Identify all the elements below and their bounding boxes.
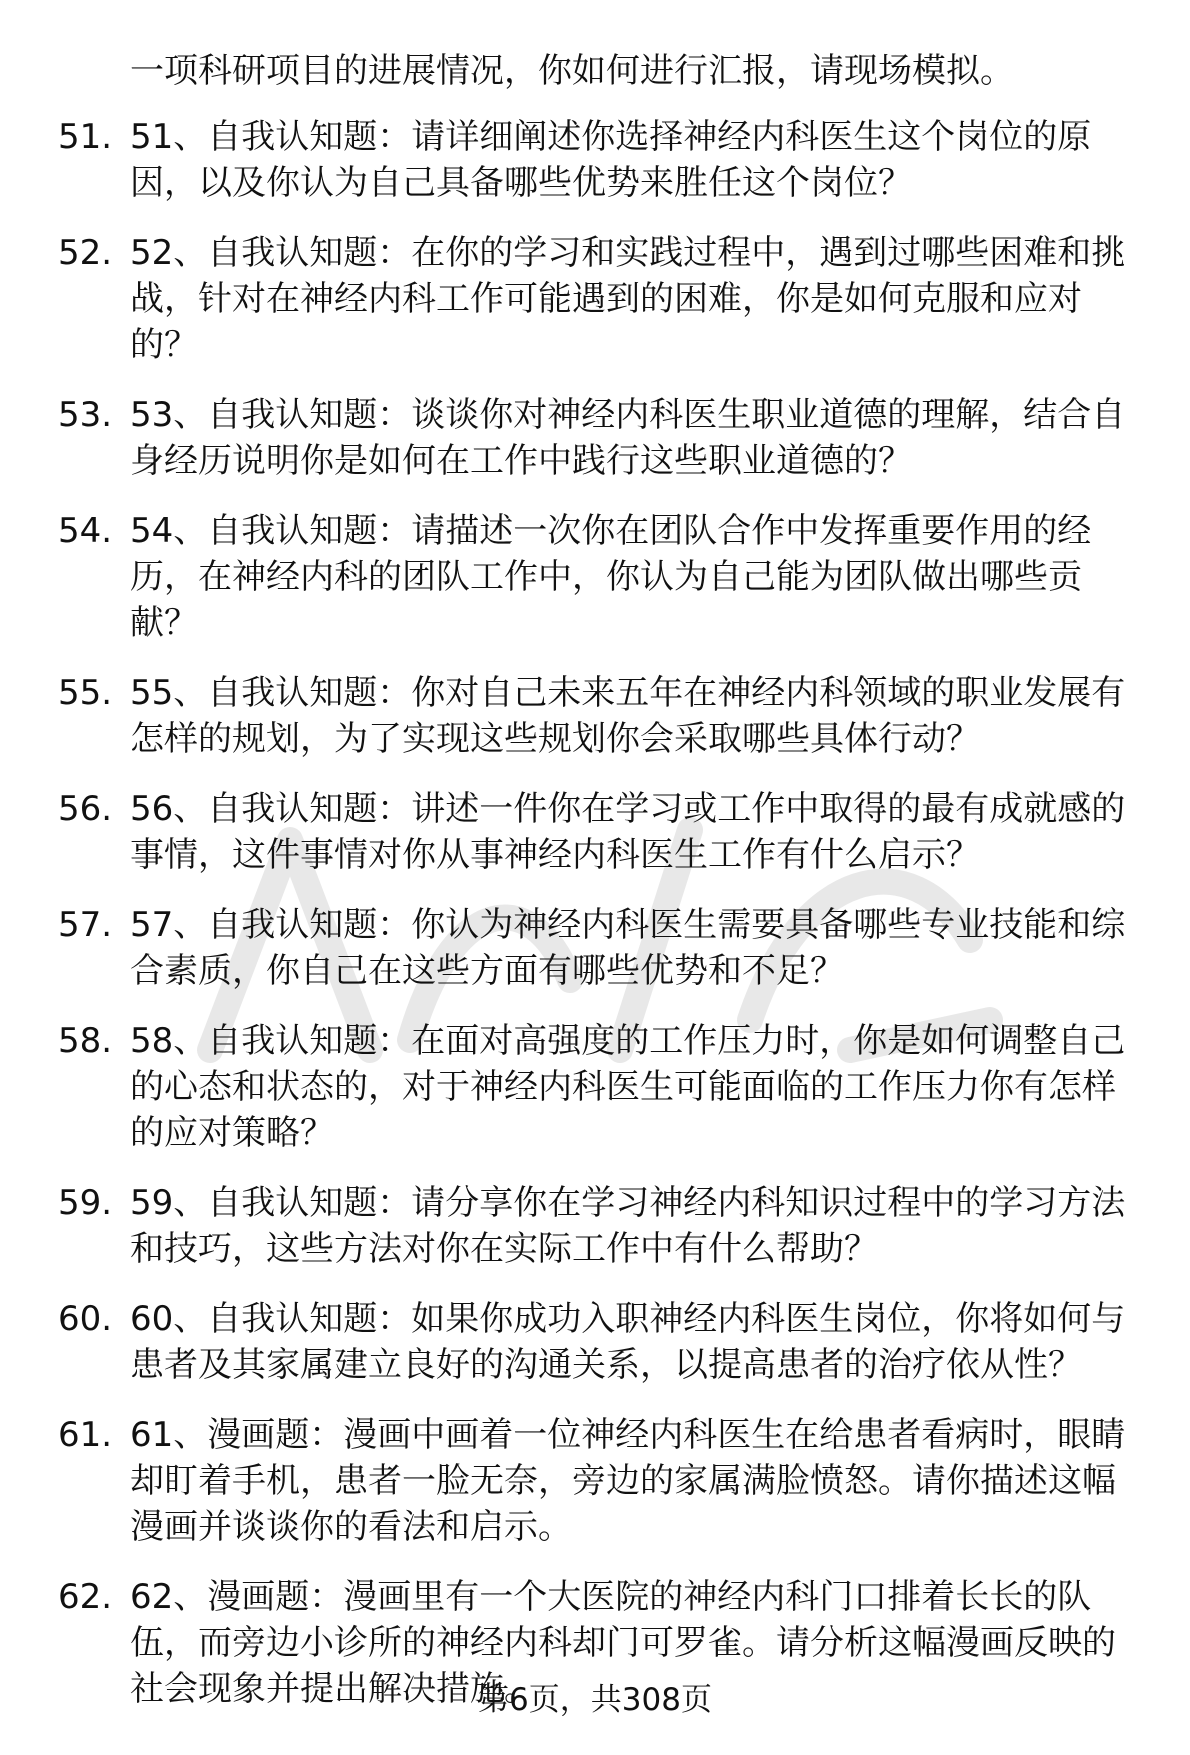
- question-text: 61、漫画题：漫画中画着一位神经内科医生在给患者看病时，眼睛却盯着手机，患者一脸无奈，旁边的家属满脸愤怒。请你描述这幅漫画并谈谈你的看法和启示。: [130, 1415, 1126, 1547]
- question-number: 60.: [58, 1299, 113, 1339]
- question-number: 56.: [58, 789, 113, 829]
- question-item: [58, 1412, 1158, 1550]
- question-number: 57.: [58, 905, 113, 945]
- question-text: 53、自我认知题：谈谈你对神经内科医生职业道德的理解，结合自身经历说明你是如何在工作中践行这些职业道德的？: [130, 395, 1126, 481]
- question-number: 62.: [58, 1577, 113, 1617]
- question-text: 54、自我认知题：请描述一次你在团队合作中发挥重要作用的经历，在神经内科的团队工作中，你认为自己能为团队做出哪些贡献？: [130, 511, 1092, 643]
- question-item: [58, 786, 1158, 878]
- question-item: [58, 1018, 1158, 1156]
- continuation-text: 一项科研项目的进展情况，你如何进行汇报，请现场模拟。: [130, 51, 1014, 91]
- question-item: [58, 1296, 1158, 1388]
- question-item: [58, 114, 1158, 206]
- question-text: 52、自我认知题：在你的学习和实践过程中，遇到过哪些困难和挑战，针对在神经内科工作可能遇到的困难，你是如何克服和应对的？: [130, 233, 1126, 365]
- question-text: 62、漫画题：漫画里有一个大医院的神经内科门口排着长长的队伍，而旁边小诊所的神经内科却门可罗雀。请分析这幅漫画反映的社会现象并提出解决措施。: [130, 1577, 1116, 1709]
- question-item: [58, 670, 1158, 762]
- question-text: 51、自我认知题：请详细阐述你选择神经内科医生这个岗位的原因，以及你认为自己具备哪些优势来胜任这个岗位？: [130, 117, 1092, 203]
- question-item: [58, 902, 1158, 994]
- question-text: 56、自我认知题：讲述一件你在学习或工作中取得的最有成就感的事情，这件事情对你从事神经内科医生工作有什么启示？: [130, 789, 1126, 875]
- question-number: 61.: [58, 1415, 113, 1455]
- question-number: 52.: [58, 233, 113, 273]
- question-text: 58、自我认知题：在面对高强度的工作压力时，你是如何调整自己的心态和状态的，对于神经内科医生可能面临的工作压力你有怎样的应对策略？: [130, 1021, 1126, 1153]
- question-number: 53.: [58, 395, 113, 435]
- question-number: 55.: [58, 673, 113, 713]
- question-number: 51.: [58, 117, 113, 157]
- question-text: 57、自我认知题：你认为神经内科医生需要具备哪些专业技能和综合素质，你自己在这些方面有哪些优势和不足？: [130, 905, 1126, 991]
- question-number: 54.: [58, 511, 113, 551]
- question-item: [58, 230, 1158, 368]
- question-text: 59、自我认知题：请分享你在学习神经内科知识过程中的学习方法和技巧，这些方法对你在实际工作中有什么帮助？: [130, 1183, 1126, 1269]
- question-text: 55、自我认知题：你对自己未来五年在神经内科领域的职业发展有怎样的规划，为了实现这些规划你会采取哪些具体行动？: [130, 673, 1126, 759]
- page-footer: 第6页，共308页: [478, 1682, 712, 1718]
- question-item: [58, 1180, 1158, 1272]
- question-number: 58.: [58, 1021, 113, 1061]
- question-item: [58, 508, 1158, 646]
- question-item: [58, 392, 1158, 484]
- question-text: 60、自我认知题：如果你成功入职神经内科医生岗位，你将如何与患者及其家属建立良好的沟通关系，以提高患者的治疗依从性？: [130, 1299, 1126, 1385]
- question-list: [58, 114, 1158, 1736]
- question-number: 59.: [58, 1183, 113, 1223]
